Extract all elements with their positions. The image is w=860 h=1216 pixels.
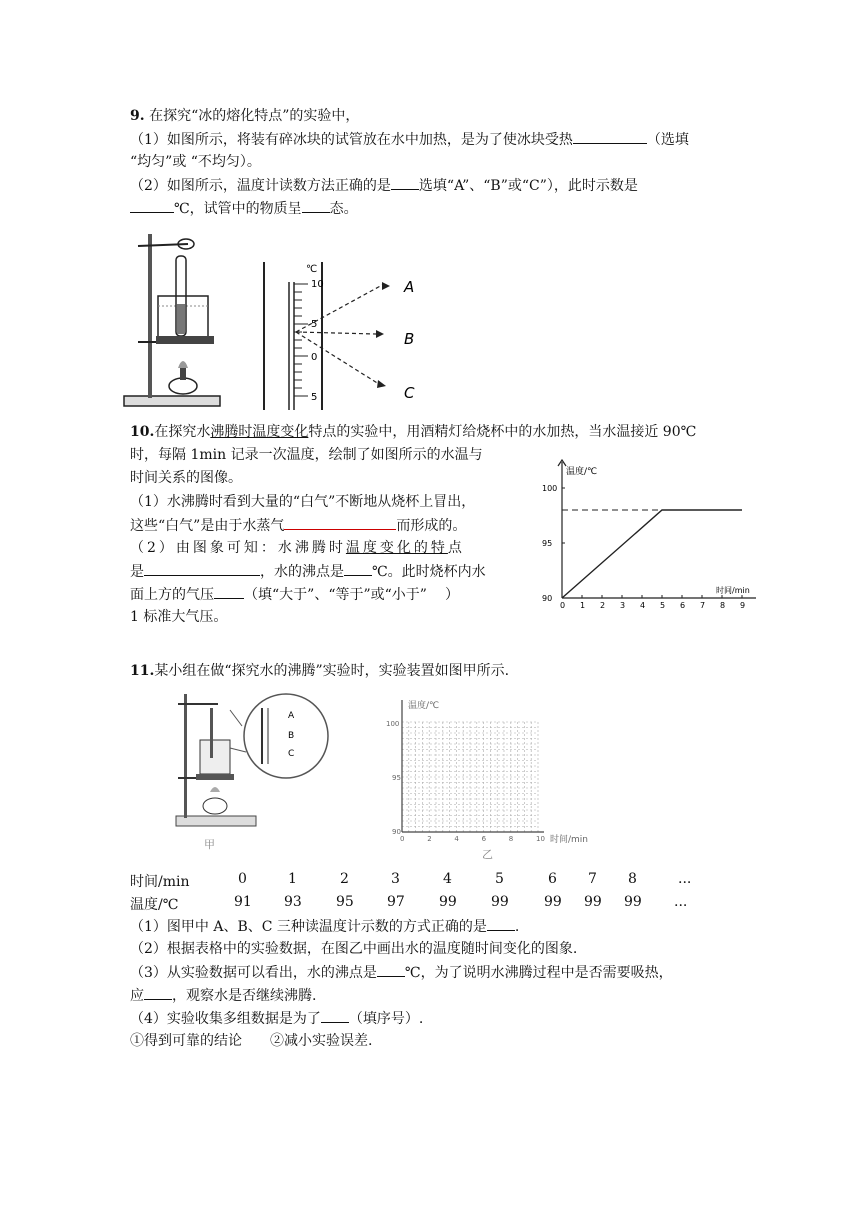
q10-line8: 面上方的气压 （填“大于”、“等于”或“小于” ） (130, 584, 459, 605)
yi-xtick-label: 6 (481, 835, 487, 843)
q10-temperature-chart (532, 458, 760, 616)
x-tick-label: 9 (740, 601, 746, 610)
x-tick-label: 6 (680, 601, 686, 610)
thermo-unit: ℃ (306, 264, 318, 275)
y-tick-label: 90 (542, 594, 553, 603)
q11-blank-1[interactable] (487, 916, 515, 931)
table-temp-cell: 91 (234, 894, 252, 910)
label-c: C (404, 384, 415, 402)
table-time-cell: ... (678, 871, 692, 887)
thermo-tick-10: 10 (311, 279, 324, 290)
x-tick-label: 8 (720, 601, 726, 610)
table-temp-cell: 99 (624, 894, 642, 910)
eye-b-icon (376, 330, 384, 338)
q10-blank-1[interactable] (284, 515, 396, 530)
yi-xtick-label: 0 (400, 835, 405, 843)
label-b: B (404, 330, 415, 348)
q10-line2: 时，每隔 1min 记录一次温度，绘制了如图所示的水温与 (130, 447, 483, 463)
q9-apparatus-figure (118, 226, 226, 412)
q9-part2-line2: ℃，试管中的物质呈 态。 (130, 198, 358, 219)
q11-intro: 11.某小组在做“探究水的沸腾”实验时，实验装置如图甲所示. (130, 663, 510, 679)
q10-line1: 10.在探究水沸腾时温度变化特点的实验中，用酒精灯给烧杯中的水加热，当水温接近 90℃ (130, 424, 697, 440)
y-tick-label: 95 (542, 539, 553, 548)
chart-xlabel: 时间/min (716, 586, 750, 595)
x-tick-label: 0 (560, 601, 566, 610)
q11-fig-jia (170, 688, 350, 858)
yi-xtick-label: 4 (454, 835, 459, 843)
table-temp-cell: 99 (439, 894, 457, 910)
yi-xtick-label: 8 (508, 835, 514, 843)
yi-xtick-label: 10 (536, 835, 545, 843)
table-time-cell: 2 (340, 871, 349, 887)
table-row1-label: 时间/min (130, 874, 190, 890)
q11-options (130, 1031, 372, 1051)
x-tick-label: 4 (640, 601, 646, 610)
jia-caption: 甲 (204, 838, 215, 851)
q10-blank-2[interactable] (144, 561, 260, 576)
q9-blank-3[interactable] (130, 198, 174, 213)
q11-blank-4[interactable] (321, 1008, 349, 1023)
table-time-cell: 3 (391, 871, 400, 887)
q10-blank-3[interactable] (344, 561, 372, 576)
q11-blank-3[interactable] (144, 985, 172, 1000)
q11-sub2: （2）根据表格中的实验数据，在图乙中画出水的温度随时间变化的图象. (130, 941, 578, 957)
q11-sub4: （4）实验收集多组数据是为了 （填序号）. (130, 1008, 423, 1029)
table-temp-cell: 93 (284, 894, 302, 910)
chart-ylabel: 温度/℃ (566, 467, 598, 477)
jia-label-c: C (288, 749, 295, 759)
table-time-cell: 6 (548, 871, 557, 887)
q10-line9: 1 标准大气压。 (130, 609, 228, 625)
q11-fig-yi-grid (386, 694, 598, 860)
q10-line3: 时间关系的图像。 (130, 470, 242, 486)
q9-part1-line1: （1）如图所示，将装有碎冰块的试管放在水中加热，是为了使冰块受热 （选填 (130, 129, 689, 150)
eye-a-icon (382, 282, 390, 290)
table-temp-cell: 99 (491, 894, 509, 910)
yi-ytick-95: 95 (392, 774, 401, 782)
jia-label-b: B (288, 731, 295, 741)
label-a: A (404, 278, 415, 296)
yi-ylabel: 温度/℃ (408, 701, 440, 711)
option-1[interactable]: ①得到可靠的结论 (130, 1033, 242, 1049)
table-time-cell: 4 (443, 871, 452, 887)
table-time-cell: 8 (628, 871, 637, 887)
thermo-tick-5a: 5 (311, 319, 318, 330)
q11-sub3-line2: 应 ，观察水是否继续沸腾. (130, 985, 316, 1006)
yi-xlabel: 时间/min (550, 835, 589, 845)
yi-ytick-90: 90 (392, 828, 401, 836)
table-time-cell: 0 (238, 871, 247, 887)
jia-label-a: A (288, 711, 295, 721)
yi-xtick-label: 2 (427, 835, 432, 843)
y-tick-label: 100 (542, 484, 558, 493)
q11-sub1: （1）图甲中 A、B、C 三种读温度计示数的方式正确的是 . (130, 916, 519, 937)
x-tick-label: 2 (600, 601, 606, 610)
x-tick-label: 7 (700, 601, 706, 610)
q9-blank-2[interactable] (391, 175, 419, 190)
q11-blank-2[interactable] (377, 962, 405, 977)
x-tick-label: 5 (660, 601, 666, 610)
thermo-tick-5b: 5 (311, 392, 318, 403)
q10-blank-4[interactable] (214, 584, 244, 599)
option-2[interactable]: ②减小实验误差. (270, 1033, 373, 1049)
table-temp-cell: 99 (584, 894, 602, 910)
table-temp-cell: 99 (544, 894, 562, 910)
q9-part2-line1: （2）如图所示，温度计读数方法正确的是 选填“A”、“B”或“C”），此时示数是 (130, 175, 638, 196)
table-temp-cell: 97 (387, 894, 405, 910)
x-tick-label: 1 (580, 601, 586, 610)
table-temp-cell: 95 (336, 894, 354, 910)
x-tick-label: 3 (620, 601, 626, 610)
table-temp-cell: ... (674, 894, 688, 910)
thermo-tick-0: 0 (311, 352, 318, 363)
q9-blank-1[interactable] (573, 129, 647, 144)
temperature-series-line (562, 510, 742, 598)
table-time-cell: 1 (288, 871, 297, 887)
q11-sub3-line1: （3）从实验数据可以看出，水的沸点是 ℃，为了说明水沸腾过程中是否需要吸热， (130, 962, 673, 983)
yi-caption: 乙 (482, 848, 493, 860)
table-time-cell: 7 (588, 871, 597, 887)
q9-intro: 9. 在探究“冰的熔化特点”的实验中， (130, 108, 360, 124)
q10-line6: （2）由图象可知：水沸腾时温度变化的特点 (130, 540, 465, 556)
table-time-cell: 5 (495, 871, 504, 887)
q10-line7: 是 ，水的沸点是 ℃。此时烧杯内水 (130, 561, 486, 582)
yi-ytick-100: 100 (386, 720, 400, 728)
q9-part1-line2: “均匀”或 “不均匀）。 (130, 154, 261, 170)
q9-blank-4[interactable] (302, 198, 330, 213)
eye-c-icon (377, 380, 386, 388)
q10-line4: （1）水沸腾时看到大量的“白气”不断地从烧杯上冒出， (130, 494, 476, 510)
q9-thermometer-figure (256, 262, 426, 412)
table-row2-label: 温度/℃ (130, 897, 179, 913)
q10-line5: 这些“白气”是由于水蒸气 而形成的。 (130, 515, 466, 536)
